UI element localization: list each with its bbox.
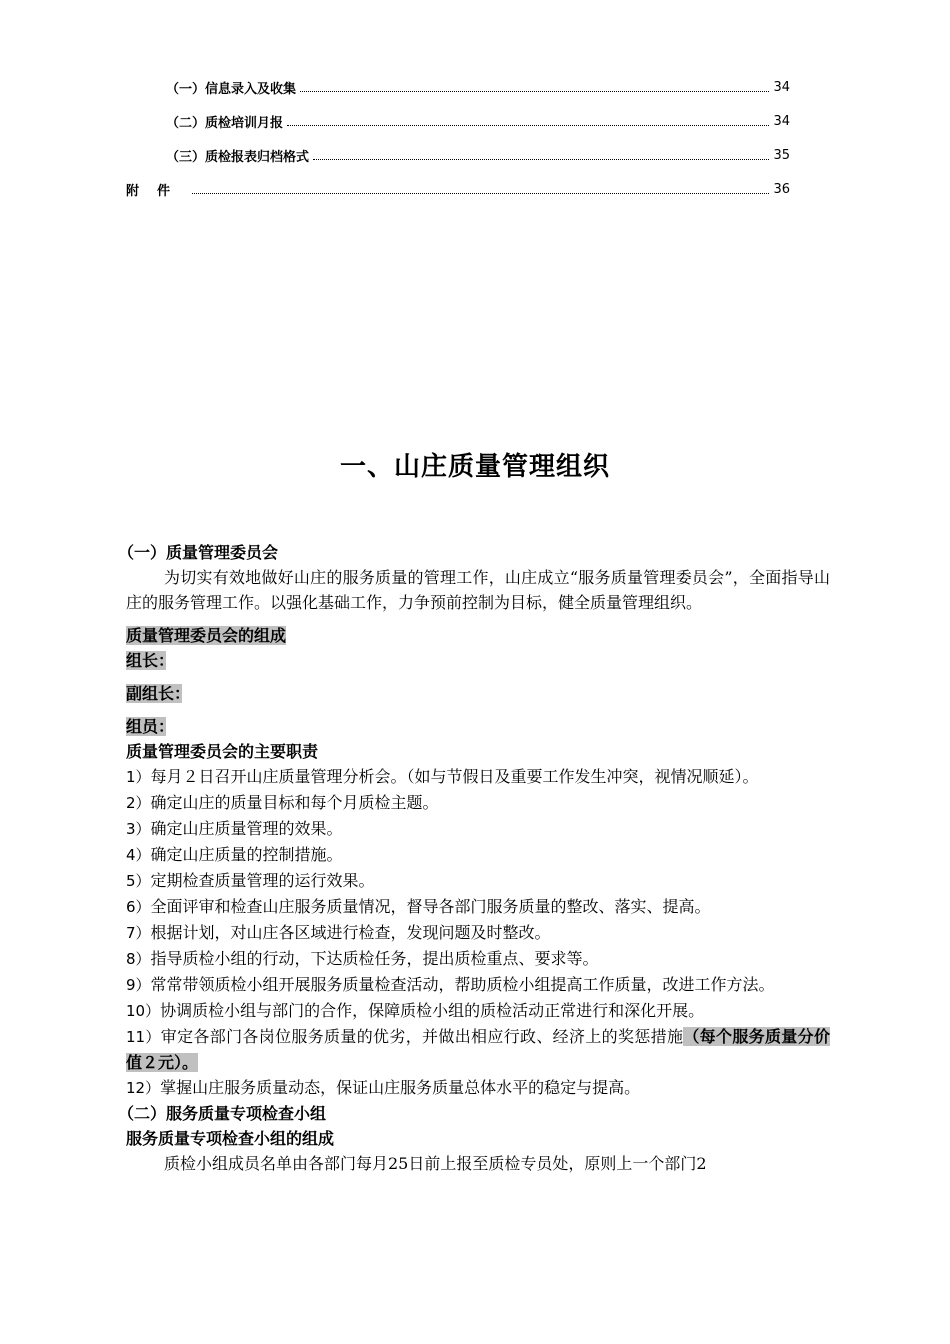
toc-entry[interactable] (126, 138, 790, 172)
composition-heading: 质量管理委员会的组成 (126, 626, 287, 645)
chapter-heading: 一、山庄质量管理组织 (339, 452, 610, 482)
deputy-leader-label: 副组长： (126, 684, 183, 703)
list-item: 7）根据计划，对山庄各区域进行检查，发现问题及时整改。 (126, 923, 551, 942)
toc-entry-label: （三）质检报表归档格式 (166, 146, 311, 165)
list-item: 1）每月２日召开山庄质量管理分析会。（如与节假日及重要工作发生冲突，视情况顺延）。 (126, 767, 759, 786)
list-item: 10）协调质检小组与部门的合作，保障质检小组的质检活动正常进行和深化开展。 (126, 1001, 705, 1020)
toc-leader-dots (287, 125, 769, 126)
toc-entry-page: 34 (773, 113, 790, 129)
list-item: 2）确定山庄的质量目标和每个月质检主题。 (126, 793, 439, 812)
section-intro-paragraph: 质检小组成员名单由各部门每月25日前上报至质检专员处，原则上一个部门2 (164, 1154, 707, 1173)
toc-entry-page: 36 (773, 181, 790, 197)
toc-entry-label: 附件 (126, 180, 190, 199)
duties-list (126, 764, 830, 1101)
table-of-contents (126, 70, 790, 206)
composition-heading: 服务质量专项检查小组的组成 (126, 1129, 335, 1148)
toc-entry-page: 34 (773, 79, 790, 95)
toc-leader-dots (300, 91, 769, 92)
members-label: 组员： (126, 717, 167, 736)
list-item: 6）全面评审和检查山庄服务质量情况，督导各部门服务质量的整改、落实、提高。 (126, 897, 711, 916)
toc-entry-label: （一）信息录入及收集 (166, 78, 298, 97)
section-heading: （二）服务质量专项检查小组 (118, 1104, 327, 1123)
list-item: 12）掌握山庄服务质量动态，保证山庄服务质量总体水平的稳定与提高。 (126, 1078, 641, 1097)
toc-entry[interactable] (126, 104, 790, 138)
toc-leader-dots (313, 159, 769, 160)
duties-heading: 质量管理委员会的主要职责 (126, 742, 319, 761)
list-item: 3）确定山庄质量管理的效果。 (126, 819, 343, 838)
list-item: 11）审定各部门各岗位服务质量的优劣，并做出相应行政、经济上的奖惩措施（每个服务质量分价值２元）。 (126, 1027, 830, 1072)
toc-leader-dots (192, 193, 769, 194)
highlighted-note: （每个服务质量分价值２元）。 (126, 1027, 830, 1072)
toc-entry-label: （二）质检培训月报 (166, 112, 285, 131)
toc-entry-page: 35 (773, 147, 790, 163)
toc-entry[interactable] (126, 70, 790, 104)
list-item: 9）常常带领质检小组开展服务质量检查活动，帮助质检小组提高工作质量，改进工作方法。 (126, 975, 775, 994)
list-item: 8）指导质检小组的行动，下达质检任务，提出质检重点、要求等。 (126, 949, 599, 968)
chapter-body (118, 540, 830, 1176)
leader-label: 组长： (126, 651, 167, 670)
section-heading: （一）质量管理委员会 (118, 543, 279, 562)
section-intro-paragraph: 为切实有效地做好山庄的服务质量的管理工作，山庄成立“服务质量管理委员会”，全面指导山庄的服务管理工作。以强化基础工作，力争预前控制为目标，健全质量管理组织。 (126, 568, 830, 612)
list-item: 4）确定山庄质量的控制措施。 (126, 845, 343, 864)
list-item: 5）定期检查质量管理的运行效果。 (126, 871, 375, 890)
toc-entry[interactable] (126, 172, 790, 206)
